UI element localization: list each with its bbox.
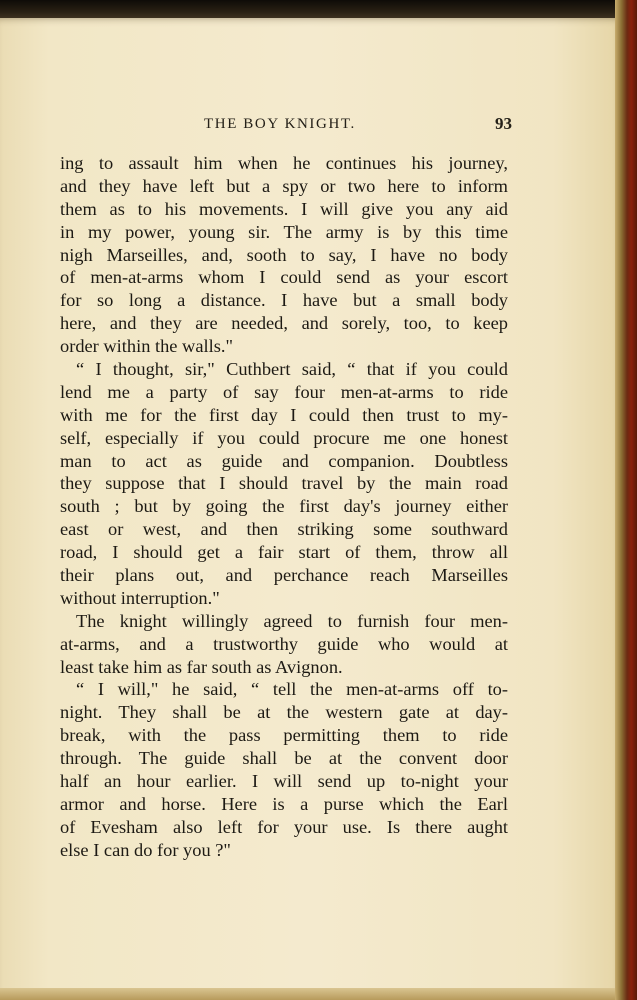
text-line: road, I should get a fair start of them, throw all: [60, 542, 508, 563]
text-line: least take him as far south as Avignon.: [60, 656, 343, 677]
text-line: they suppose that I should travel by the main road: [60, 473, 508, 494]
text-line: man to act as guide and companion. Doubtless: [60, 450, 508, 471]
text-line: for so long a distance. I have but a small body: [60, 290, 508, 311]
text-line: else I can do for you ?": [60, 839, 231, 860]
text-line: with me for the first day I could then trust to my-: [60, 404, 508, 425]
page-header: [60, 114, 510, 138]
book-binding: [615, 0, 637, 1000]
text-line: of men-at-arms whom I could send as your escort: [60, 267, 508, 288]
text-line: south ; but by going the first day's journey either: [60, 496, 508, 517]
text-line: order within the walls.": [60, 336, 233, 357]
text-line: nigh Marseilles, and, sooth to say, I have no body: [60, 244, 508, 265]
text-line: break, with the pass permitting them to ride: [60, 725, 508, 746]
text-line: armor and horse. Here is a purse which the Earl: [60, 793, 508, 814]
text-line: east or west, and then striking some southward: [60, 519, 508, 540]
text-line: and they have left but a spy or two here to inform: [60, 175, 508, 196]
book-bottom-edge: [0, 988, 615, 1000]
text-line: ing to assault him when he continues his journey,: [60, 153, 508, 173]
page-number: 93: [495, 114, 512, 133]
text-line: of Evesham also left for your use. Is there aught: [60, 816, 508, 837]
text-line: at-arms, and a trustworthy guide who would at: [60, 633, 508, 654]
running-head: THE BOY KNIGHT.: [204, 116, 356, 132]
text-line: night. They shall be at the western gate at day-: [60, 702, 508, 723]
text-line: The knight willingly agreed to furnish four men-: [76, 610, 508, 631]
text-line: their plans out, and perchance reach Marseilles: [60, 565, 508, 586]
body-text: [60, 152, 508, 862]
text-line: through. The guide shall be at the convent door: [60, 748, 508, 769]
text-line: here, and they are needed, and sorely, too, to keep: [60, 313, 508, 334]
text-line: without interruption.": [60, 587, 220, 608]
text-line: self, especially if you could procure me one honest: [60, 427, 508, 448]
text-line: “ I thought, sir," Cuthbert said, “ that if you could: [76, 359, 508, 380]
text-line: half an hour earlier. I will send up to-night your: [60, 771, 508, 792]
text-line: “ I will," he said, “ tell the men-at-arms off to-: [76, 679, 508, 700]
text-line: them as to his movements. I will give you any aid: [60, 198, 508, 219]
text-line: lend me a party of say four men-at-arms to ride: [60, 381, 508, 402]
text-line: in my power, young sir. The army is by this time: [60, 221, 508, 242]
